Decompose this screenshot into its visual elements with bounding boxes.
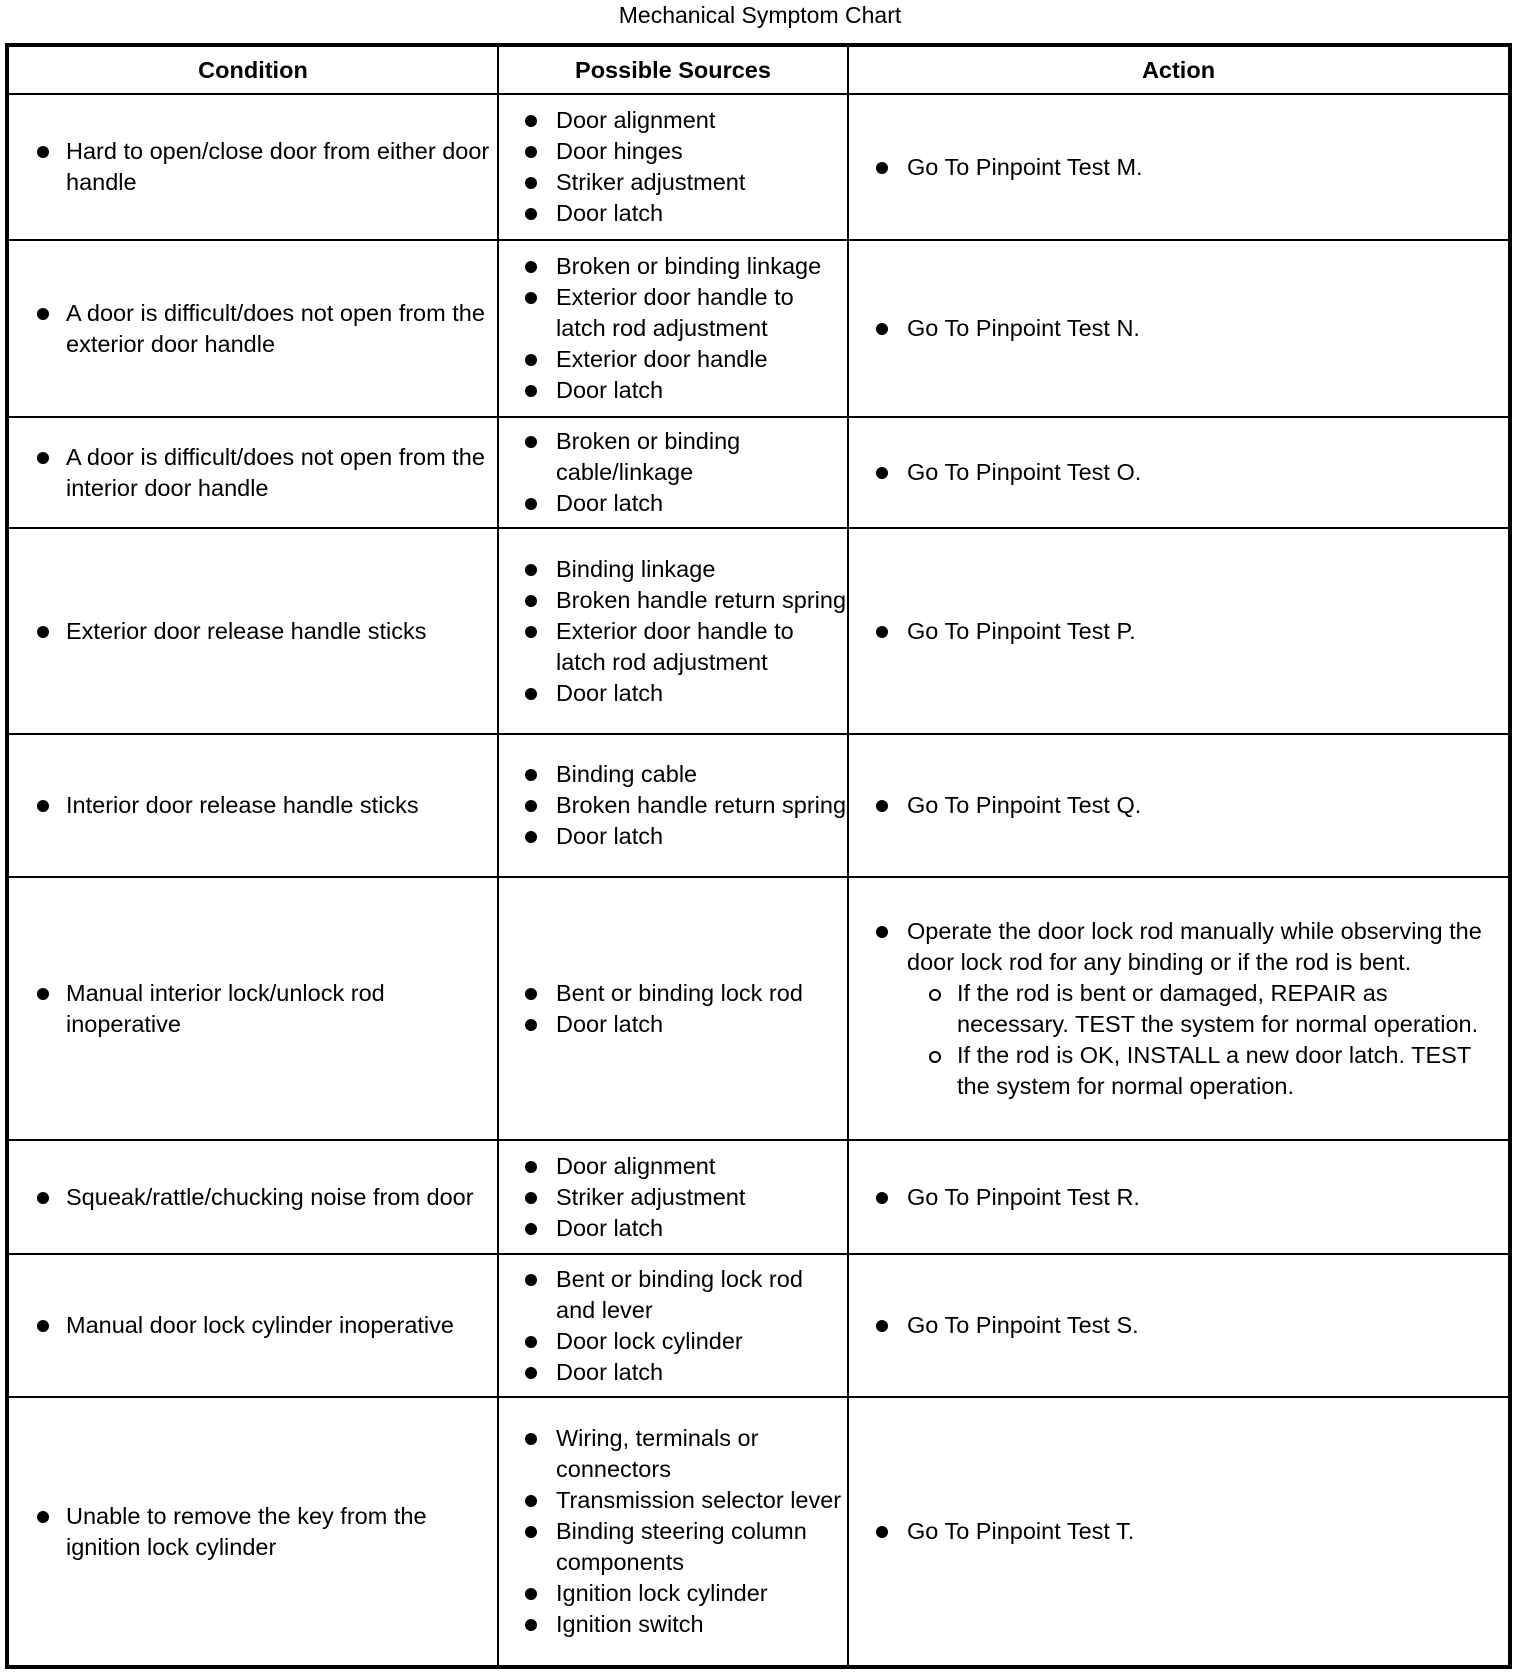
sources-cell <box>498 94 848 240</box>
source-item: Binding steering column components <box>499 1516 847 1578</box>
sources-cell <box>498 417 848 528</box>
source-item: Wiring, terminals or connectors <box>499 1423 847 1485</box>
condition-cell <box>7 1140 498 1254</box>
source-item: Bent or binding lock rod and lever <box>499 1264 847 1326</box>
sub-action-item: If the rod is OK, INSTALL a new door latch. TEST the system for normal operation. <box>907 1040 1498 1102</box>
action-text: Go To Pinpoint Test R. <box>849 1182 1508 1213</box>
condition-text: A door is difficult/does not open from the exterior door handle <box>9 298 497 360</box>
source-item: Door alignment <box>499 105 847 136</box>
source-item: Exterior door handle <box>499 344 847 375</box>
action-text: Go To Pinpoint Test O. <box>849 457 1508 488</box>
action-text: Go To Pinpoint Test P. <box>849 616 1508 647</box>
action-text: Go To Pinpoint Test S. <box>849 1310 1508 1341</box>
condition-text: Manual interior lock/unlock rod inoperative <box>9 978 497 1040</box>
source-item: Door latch <box>499 678 847 709</box>
action-text: Go To Pinpoint Test M. <box>849 152 1508 183</box>
condition-cell <box>7 528 498 734</box>
sources-cell <box>498 734 848 877</box>
action-cell <box>848 734 1510 877</box>
source-item: Exterior door handle to latch rod adjustment <box>499 282 847 344</box>
table-row <box>7 1397 1510 1667</box>
source-item: Exterior door handle to latch rod adjustment <box>499 616 847 678</box>
action-cell <box>848 417 1510 528</box>
condition-cell <box>7 1254 498 1397</box>
sub-action-item: If the rod is bent or damaged, REPAIR as necessary. TEST the system for normal operation. <box>907 978 1498 1040</box>
sources-cell <box>498 877 848 1140</box>
sources-cell <box>498 1140 848 1254</box>
condition-text: Unable to remove the key from the ignition lock cylinder <box>9 1501 497 1563</box>
action-text: Operate the door lock rod manually while observing the door lock rod for any binding or if the rod is bent. If the rod is bent or damaged, REPAIR as necessary. TEST the system for normal operation. If the rod is OK, INSTALL a new door latch. TEST the system for normal operation. <box>849 916 1508 1102</box>
source-item: Door latch <box>499 198 847 229</box>
chart-title: Mechanical Symptom Chart <box>618 2 902 28</box>
action-cell <box>848 240 1510 417</box>
source-item: Door alignment <box>499 1151 847 1182</box>
source-item: Bent or binding lock rod <box>499 978 847 1009</box>
action-text: Go To Pinpoint Test T. <box>849 1516 1508 1547</box>
condition-text: Manual door lock cylinder inoperative <box>9 1310 497 1341</box>
action-cell <box>848 1254 1510 1397</box>
source-item: Door latch <box>499 1213 847 1244</box>
action-text: Go To Pinpoint Test N. <box>849 313 1508 344</box>
table-row <box>7 1254 1510 1397</box>
action-cell <box>848 1397 1510 1667</box>
source-item: Binding cable <box>499 759 847 790</box>
header-sources: Possible Sources <box>498 45 848 94</box>
condition-cell <box>7 417 498 528</box>
source-item: Door latch <box>499 375 847 406</box>
source-item: Broken handle return spring <box>499 790 847 821</box>
sources-cell <box>498 528 848 734</box>
source-item: Transmission selector lever <box>499 1485 847 1516</box>
source-item: Striker adjustment <box>499 1182 847 1213</box>
source-item: Door hinges <box>499 136 847 167</box>
source-item: Door latch <box>499 1357 847 1388</box>
action-cell <box>848 877 1510 1140</box>
table-row <box>7 94 1510 240</box>
condition-text: Interior door release handle sticks <box>9 790 497 821</box>
table-row <box>7 734 1510 877</box>
condition-cell <box>7 877 498 1140</box>
table-row <box>7 877 1510 1140</box>
condition-cell <box>7 734 498 877</box>
source-item: Broken handle return spring <box>499 585 847 616</box>
header-action: Action <box>848 45 1510 94</box>
action-cell <box>848 94 1510 240</box>
source-item: Striker adjustment <box>499 167 847 198</box>
source-item: Door latch <box>499 1009 847 1040</box>
condition-cell <box>7 94 498 240</box>
symptom-table <box>5 43 1512 1669</box>
table-row <box>7 240 1510 417</box>
condition-cell <box>7 1397 498 1667</box>
source-item: Door latch <box>499 488 847 519</box>
header-condition: Condition <box>7 45 498 94</box>
action-cell <box>848 528 1510 734</box>
source-item: Door latch <box>499 821 847 852</box>
table-row <box>7 1140 1510 1254</box>
source-item: Broken or binding cable/linkage <box>499 426 847 488</box>
source-item: Binding linkage <box>499 554 847 585</box>
source-item: Ignition lock cylinder <box>499 1578 847 1609</box>
header-row <box>7 45 1510 94</box>
table-row <box>7 528 1510 734</box>
condition-text: Exterior door release handle sticks <box>9 616 497 647</box>
condition-text: Hard to open/close door from either door handle <box>9 136 497 198</box>
condition-text: A door is difficult/does not open from the interior door handle <box>9 442 497 504</box>
action-text: Go To Pinpoint Test Q. <box>849 790 1508 821</box>
action-cell <box>848 1140 1510 1254</box>
condition-cell <box>7 240 498 417</box>
source-item: Broken or binding linkage <box>499 251 847 282</box>
sources-cell <box>498 240 848 417</box>
condition-text: Squeak/rattle/chucking noise from door <box>9 1182 497 1213</box>
source-item: Ignition switch <box>499 1609 847 1640</box>
sources-cell <box>498 1397 848 1667</box>
source-item: Door lock cylinder <box>499 1326 847 1357</box>
table-row <box>7 417 1510 528</box>
sources-cell <box>498 1254 848 1397</box>
